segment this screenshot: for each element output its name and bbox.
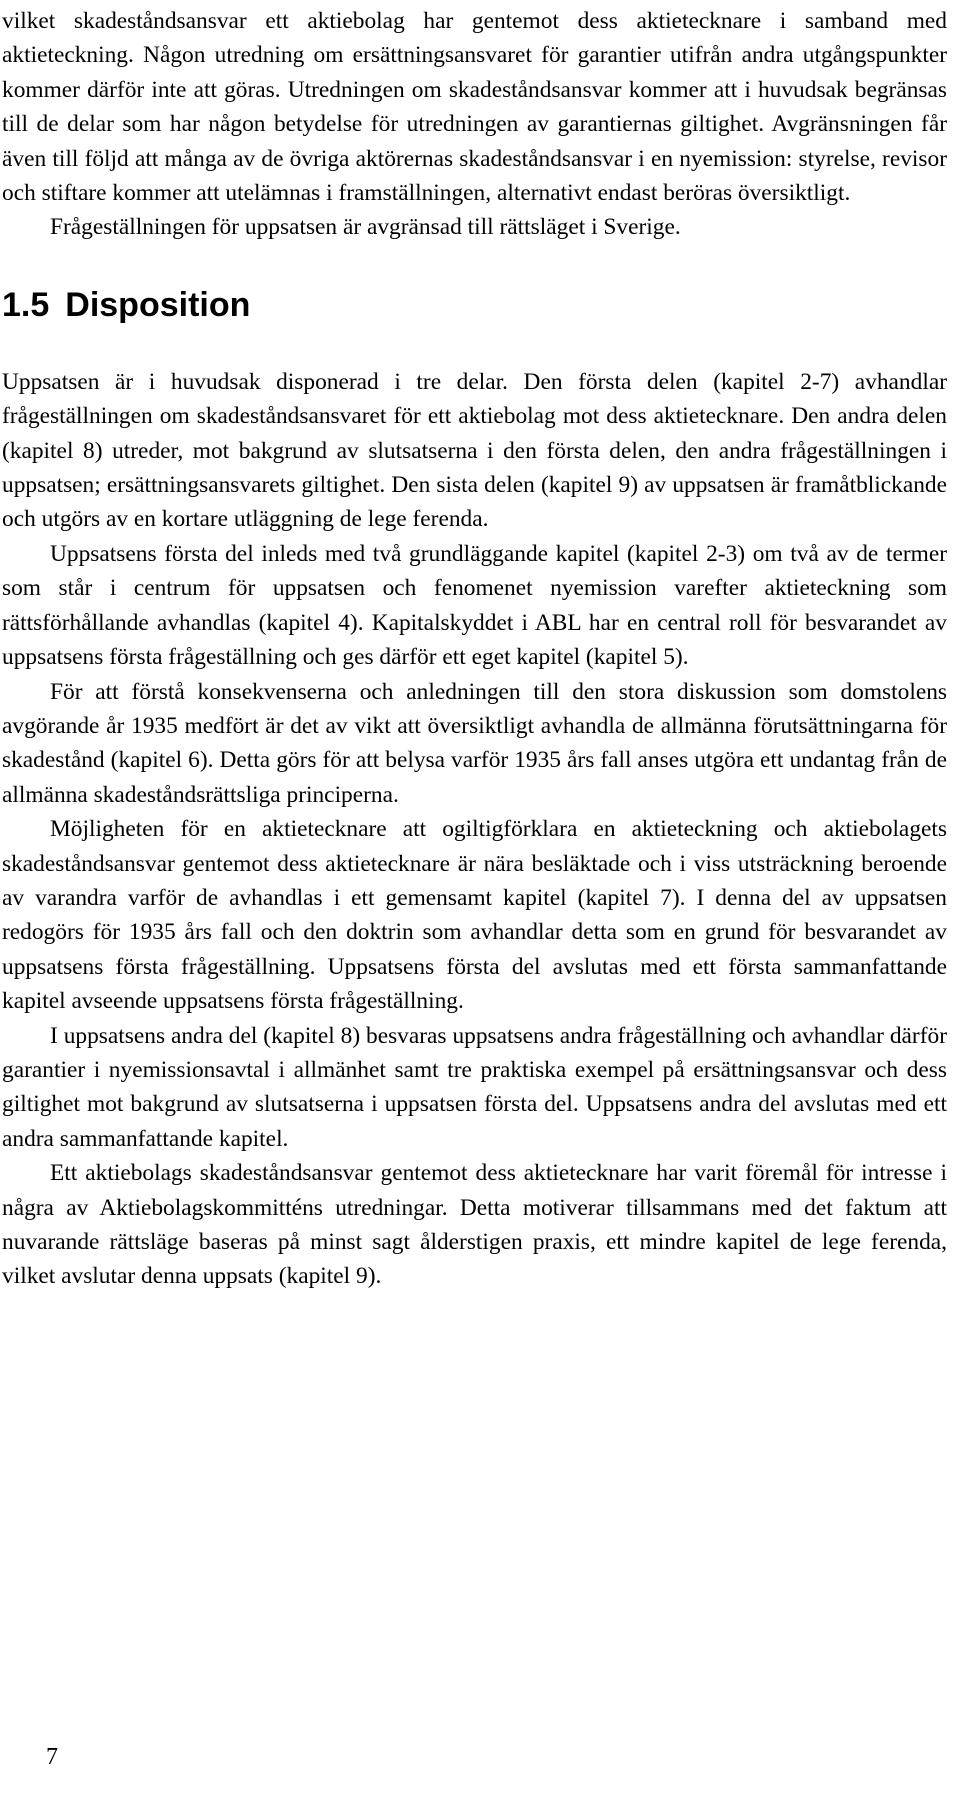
body-paragraph: Ett aktiebolags skadeståndsansvar gentemot dess aktietecknare har varit föremål för intresse i några av Aktiebolagskommitténs utredningar. Detta motiverar tillsammans med det faktum att nuvarande rättsläge baseras på minst sagt ålderstigen praxis, ett mindre kapitel de lege ferenda, vilket avslutar denna uppsats (kapitel 9). — [2, 1160, 947, 1290]
body-paragraph: I uppsatsens andra del (kapitel 8) besvaras uppsatsens andra frågeställning och avhandlar därför garantier i nyemissionsavtal i allmänhet samt tre praktiska exempel på ersättningsansvar och dess giltighet mot bakgrund av slutsatserna i uppsatsen första del. Uppsatsens andra del avslutas med ett andra sammanfattande kapitel. — [2, 1022, 947, 1152]
body-paragraph: Uppsatsen är i huvudsak disponerad i tre delar. Den första delen (kapitel 2-7) avhandlar frågeställningen om skadeståndsansvaret för ett aktiebolag mot dess aktietecknare. Den andra delen (kapitel 8) utreder, mot bakgrund av slutsatserna i den första delen, den andra frågeställningen i uppsatsen; ersättningsansvarets giltighet. Den sista delen (kapitel 9) av uppsatsen är framåtblickande och utgörs av en kortare utläggning de lege ferenda. — [2, 368, 947, 533]
scope-paragraph: Frågeställningen för uppsatsen är avgränsad till rättsläget i Sverige. — [50, 214, 681, 241]
section-heading — [2, 285, 947, 325]
section-number: 1.5 — [2, 285, 50, 324]
intro-paragraph: vilket skadeståndsansvar ett aktiebolag har gentemot dess aktietecknare i samband med aktieteckning. Någon utredning om ersättningsansvaret för garantier utifrån andra utgångspunkter kommer därför inte att göras. Utredningen om skadeståndsansvar kommer att i huvudsak begränsas till de delar som har någon betydelse för utredningen av garantiernas giltighet. Avgränsningen får även till följd att många av de övriga aktörernas skadeståndsansvar i en nyemission: styrelse, revisor och stiftare kommer att utelämnas i framställningen, alternativt endast beröras översiktligt. — [2, 8, 947, 207]
body-paragraph: Möjligheten för en aktietecknare att ogiltigförklara en aktieteckning och aktiebolagets skadeståndsansvar gentemot dess aktietecknare är nära besläktade och i viss utsträckning beroende av varandra varför de avhandlas i ett gemensamt kapitel (kapitel 7). I denna del av uppsatsen redogörs för 1935 års fall och den doktrin som avhandlar detta som en grund för besvarandet av uppsatsens första frågeställning. Uppsatsens första del avslutas med ett första sammanfattande kapitel avseende uppsatsens första frågeställning. — [2, 816, 947, 1015]
body-paragraph: För att förstå konsekvenserna och anledningen till den stora diskussion som domstolens avgörande år 1935 medfört är det av vikt att översiktligt avhandla de allmänna förutsättningarna för skadestånd (kapitel 6). Detta görs för att belysa varför 1935 års fall anses utgöra ett undantag från de allmänna skadeståndsrättsliga principerna. — [2, 678, 947, 808]
page-number: 7 — [46, 1744, 58, 1770]
document-page — [2, 0, 947, 1294]
body-paragraph: Uppsatsens första del inleds med två grundläggande kapitel (kapitel 2-3) om två av de termer som står i centrum för uppsatsen och fenomenet nyemission varefter aktieteckning som rättsförhållande avhandlas (kapitel 4). Kapitalskyddet i ABL har en central roll för besvarandet av uppsatsens första frågeställning och ges därför ett eget kapitel (kapitel 5). — [2, 540, 947, 671]
section-title: Disposition — [65, 285, 251, 324]
